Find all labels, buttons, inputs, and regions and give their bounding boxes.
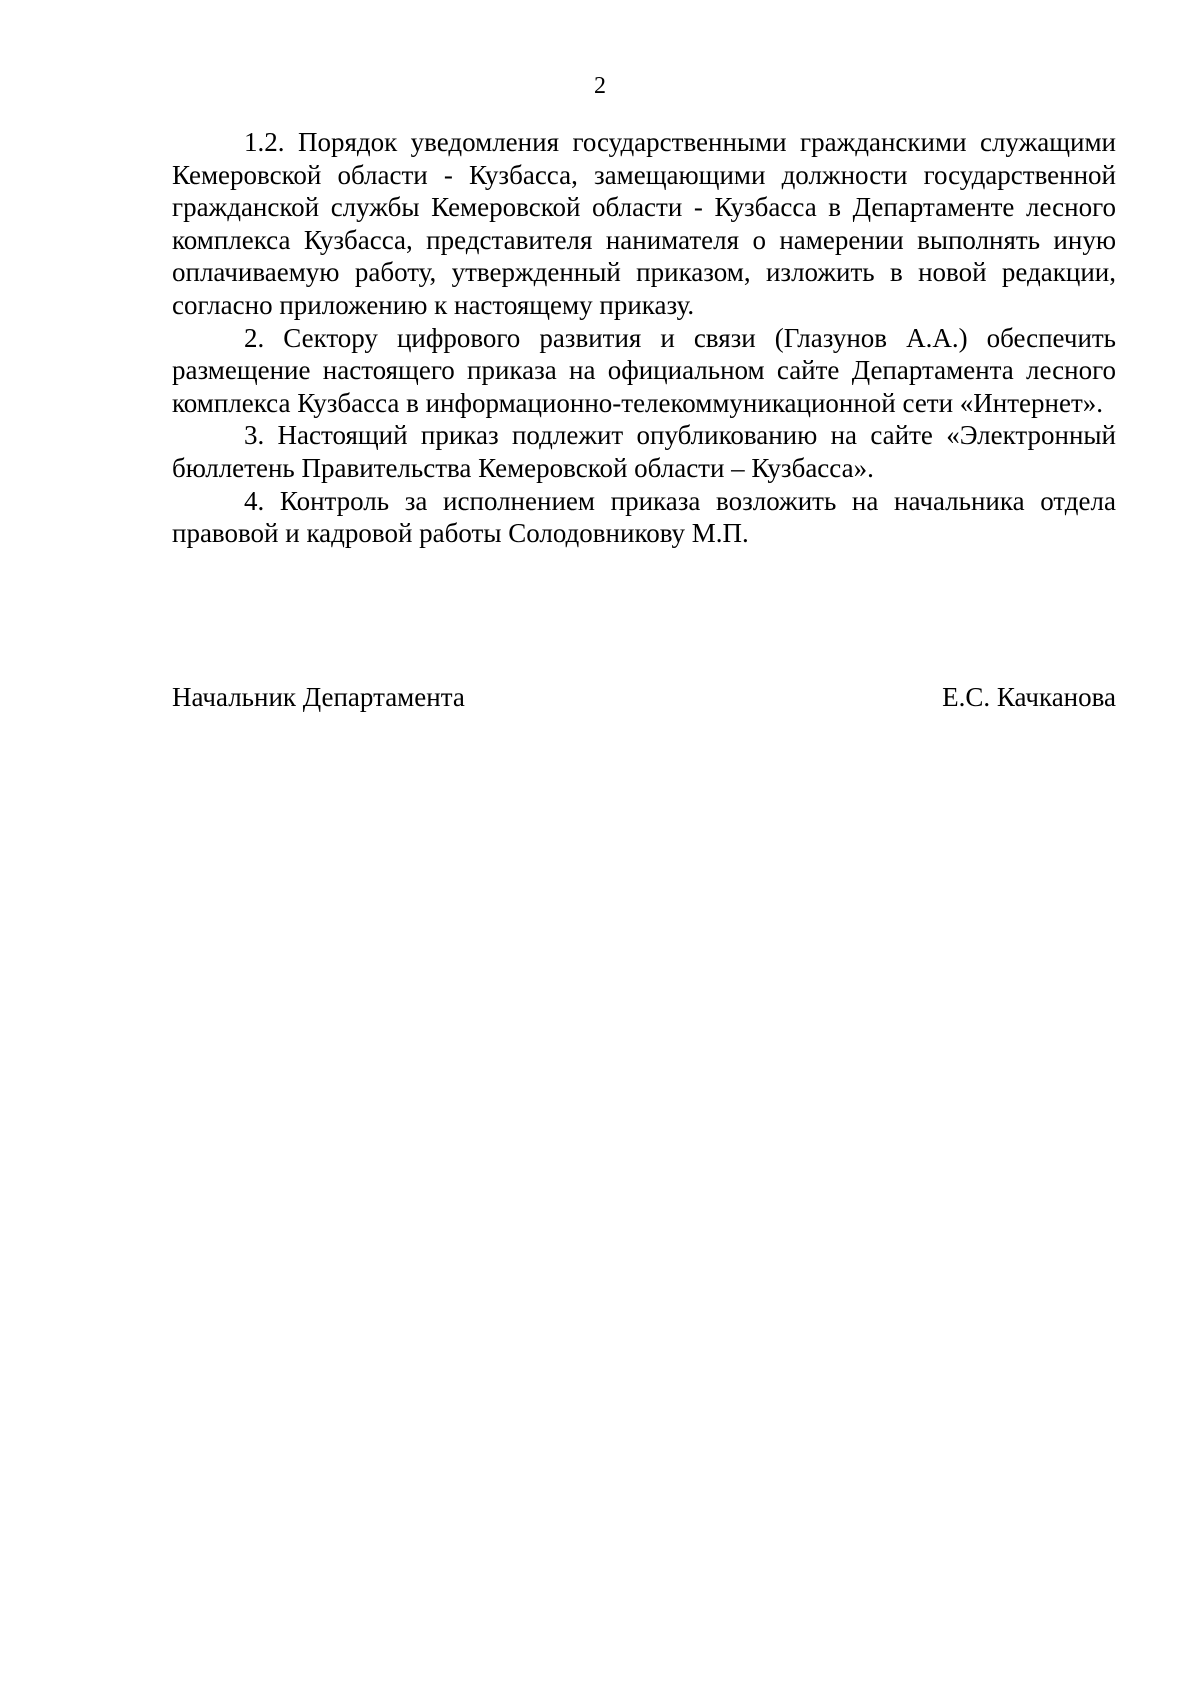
page-number: 2 [594,73,606,99]
paragraph-2: 2. Сектору цифрового развития и связи (Глазунов А.А.) обеспечить размещение настоящего приказа на официальном сайте Департамента лесного комплекса Кузбасса в информационно-телекоммуникационной сети «Интернет». [172,322,1116,418]
paragraph-3: 3. Настоящий приказ подлежит опубликованию на сайте «Электронный бюллетень Правительства Кемеровской области – Кузбасса». [172,420,1116,483]
paragraph-4: 4. Контроль за исполнением приказа возложить на начальника отдела правовой и кадровой работы Солодовникову М.П. [172,485,1116,549]
signatory-position: Начальник Департамента [172,682,465,712]
paragraph-1-2: 1.2. Порядок уведомления государственными гражданскими служащими Кемеровской области - Кузбасса, замещающими должности государственной гражданской службы Кемеровской области - Кузбасса в Департаменте лесного комплекса Кузбасса, представителя нанимателя о намерении выполнять иную оплачиваемую работу, утвержденный приказом, изложить в новой редакции, согласно приложению к настоящему приказу. [172,127,1116,320]
signature-block [172,680,1116,714]
signatory-name: Е.С. Качканова [942,682,1116,712]
document-body [172,126,1116,550]
